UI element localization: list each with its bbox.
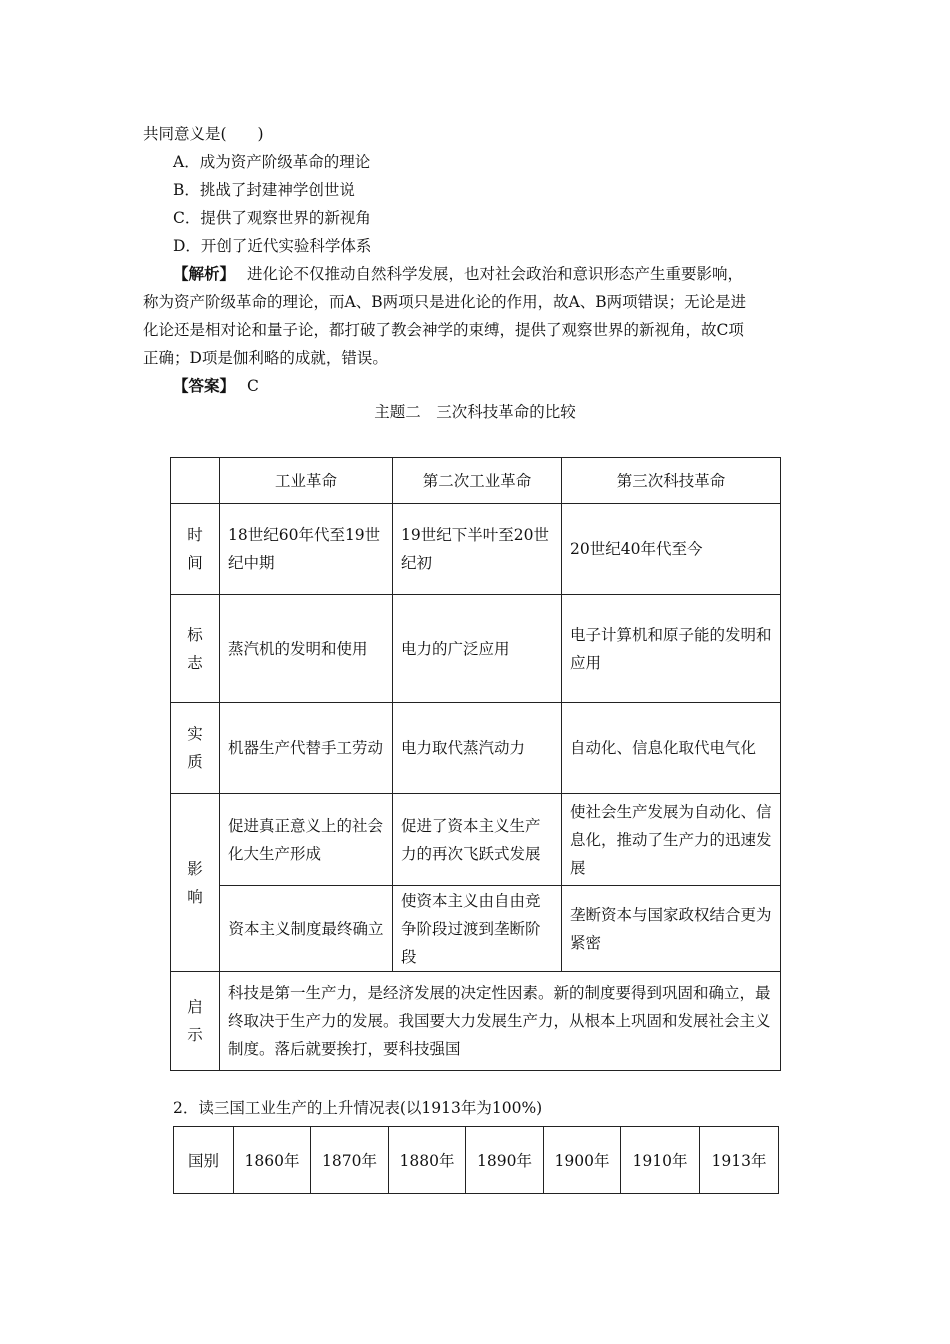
row-label-impact: 影响 xyxy=(171,794,220,972)
option-d: D．开创了近代实验科学体系 xyxy=(173,237,372,255)
row-insight xyxy=(171,972,781,1071)
row-label-insight: 启示 xyxy=(171,972,220,1071)
answer-line xyxy=(173,374,259,396)
cell-essence-2: 电力取代蒸汽动力 xyxy=(393,703,562,794)
col-1880: 1880年 xyxy=(389,1127,466,1194)
cell-time-1: 18世纪60年代至19世纪中期 xyxy=(220,504,393,595)
row-time xyxy=(171,504,781,595)
production-header-row xyxy=(174,1127,779,1194)
analysis-text: 进化论不仅推动自然科学发展，也对社会政治和意识形态产生重要影响， xyxy=(247,265,744,283)
analysis-line-3: 化论还是相对论和量子论，都打破了教会神学的束缚，提供了观察世界的新视角，故C项 xyxy=(143,321,744,339)
option-c: C．提供了观察世界的新视角 xyxy=(173,209,371,227)
header-industrial-revolution: 工业革命 xyxy=(220,458,393,504)
col-country: 国别 xyxy=(174,1127,234,1194)
cell-impact2-3: 垄断资本与国家政权结合更为紧密 xyxy=(562,886,781,972)
question-stem-tail: 共同意义是( ) xyxy=(143,125,264,143)
cell-mark-2: 电力的广泛应用 xyxy=(393,595,562,703)
col-1860: 1860年 xyxy=(234,1127,311,1194)
analysis-label: 【解析】 xyxy=(173,264,236,283)
cell-impact2-1: 资本主义制度最终确立 xyxy=(220,886,393,972)
cell-essence-1: 机器生产代替手工劳动 xyxy=(220,703,393,794)
header-third-tech-revolution: 第三次科技革命 xyxy=(562,458,781,504)
row-mark xyxy=(171,595,781,703)
row-impact-1 xyxy=(171,794,781,886)
cell-mark-1: 蒸汽机的发明和使用 xyxy=(220,595,393,703)
cell-time-3: 20世纪40年代至今 xyxy=(562,504,781,595)
header-corner xyxy=(171,458,220,504)
cell-impact1-2: 促进了资本主义生产力的再次飞跃式发展 xyxy=(393,794,562,886)
col-1910: 1910年 xyxy=(621,1127,700,1194)
section-title: 主题二 三次科技革命的比较 xyxy=(374,403,576,421)
row-essence xyxy=(171,703,781,794)
cell-mark-3: 电子计算机和原子能的发明和应用 xyxy=(562,595,781,703)
analysis-line-2: 称为资产阶级革命的理论，而A、B两项只是进化论的作用，故A、B两项错误；无论是进 xyxy=(143,293,747,311)
row-label-mark: 标志 xyxy=(171,595,220,703)
col-1870: 1870年 xyxy=(311,1127,389,1194)
row-label-time: 时间 xyxy=(171,504,220,595)
cell-essence-3: 自动化、信息化取代电气化 xyxy=(562,703,781,794)
col-1913: 1913年 xyxy=(700,1127,779,1194)
option-a: A．成为资产阶级革命的理论 xyxy=(173,153,371,171)
header-row xyxy=(171,458,781,504)
cell-insight: 科技是第一生产力，是经济发展的决定性因素。新的制度要得到巩固和确立，最终取决于生产力的发展。我国要大力发展生产力，从根本上巩固和发展社会主义制度。落后就要挨打，要科技强国 xyxy=(220,972,781,1071)
production-table xyxy=(173,1126,779,1194)
question2-stem: 2．读三国工业生产的上升情况表(以1913年为100%) xyxy=(173,1099,543,1117)
col-1900: 1900年 xyxy=(544,1127,621,1194)
col-1890: 1890年 xyxy=(466,1127,544,1194)
cell-time-2: 19世纪下半叶至20世纪初 xyxy=(393,504,562,595)
row-label-essence: 实质 xyxy=(171,703,220,794)
answer-value: C xyxy=(247,377,259,395)
cell-impact2-2: 使资本主义由自由竞争阶段过渡到垄断阶段 xyxy=(393,886,562,972)
cell-impact1-3: 使社会生产发展为自动化、信息化，推动了生产力的迅速发展 xyxy=(562,794,781,886)
option-b: B．挑战了封建神学创世说 xyxy=(173,181,355,199)
comparison-table xyxy=(170,457,781,1071)
cell-impact1-1: 促进真正意义上的社会化大生产形成 xyxy=(220,794,393,886)
analysis-line-4: 正确；D项是伽利略的成就，错误。 xyxy=(143,349,388,367)
header-second-industrial-revolution: 第二次工业革命 xyxy=(393,458,562,504)
answer-label: 【答案】 xyxy=(173,376,236,395)
analysis-first-line xyxy=(173,262,743,284)
row-impact-2 xyxy=(171,886,781,972)
